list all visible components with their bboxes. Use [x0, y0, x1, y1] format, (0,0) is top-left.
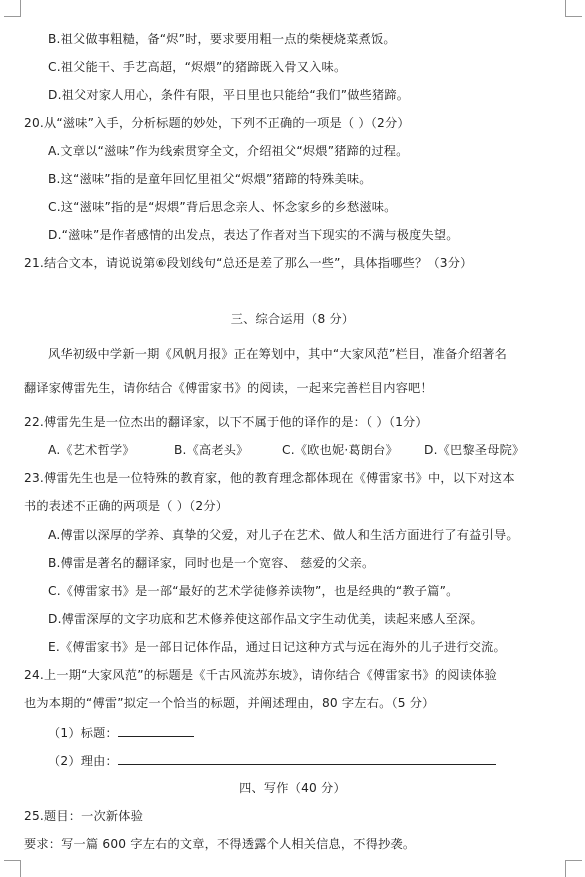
q20-option-b: B.这“滋味”指的是童年回忆里祖父“烬煨”猪蹄的特殊美味。: [48, 172, 372, 186]
q25-requirement: 要求：写一篇 600 字左右的文章，不得透露个人相关信息，不得抄袭。: [24, 837, 416, 851]
section3-intro-line2: 翻译家傅雷先生，请你结合《傅雷家书》的阅读，一起来完善栏目内容吧！: [24, 381, 433, 395]
crop-mark-bottom-right: [565, 860, 582, 877]
q23-stem-line1: 23.傅雷先生也是一位特殊的教育家，他的教育理念都体现在《傅雷家书》中，以下对这本: [24, 471, 515, 485]
section3-title: 三、综合运用（8 分）: [230, 312, 355, 326]
q24-stem-line1: 24.上一期“大家风范”的标题是《千古风流苏东坡》，请你结合《傅雷家书》的阅读体验: [24, 668, 497, 682]
q23-option-b: B.傅雷是著名的翻译家，同时也是一个宽容、 慈爱的父亲。: [48, 556, 375, 570]
q24-reason-label: （2）理由：: [48, 754, 118, 768]
q19-option-b: B.祖父做事粗糙，备“烬”时，要求要用粗一点的柴梗烧菜煮饭。: [48, 32, 396, 46]
q19-option-c: C.祖父能干、手艺高超，“烬煨”的猪蹄既入骨又入味。: [48, 60, 347, 74]
q19-option-d: D.祖父对家人用心，条件有限，平日里也只能给“我们”做些猪蹄。: [48, 88, 410, 102]
q22-option-b: B.《高老头》: [174, 443, 249, 457]
q24-stem-line2: 也为本期的“傅雷”拟定一个恰当的标题，并阐述理由，80 字左右。（5 分）: [24, 696, 435, 710]
q24-title-answer-line[interactable]: [118, 724, 194, 737]
q22-option-d: D.《巴黎圣母院》: [424, 443, 525, 457]
q24-title-label: （1）标题：: [48, 726, 118, 740]
q25-title: 25.题目：一次新体验: [24, 809, 144, 823]
q20-option-d: D.“滋味”是作者感情的出发点，表达了作者对当下现实的不满与极度失望。: [48, 228, 459, 242]
crop-mark-top-left: [4, 0, 21, 17]
q20-option-a: A.文章以“滋味”作为线索贯穿全文，介绍祖父“烬煨”猪蹄的过程。: [48, 144, 409, 158]
q22-option-a: A.《艺术哲学》: [48, 443, 135, 457]
q22-stem: 22.傅雷先生是一位杰出的翻译家，以下不属于他的译作的是：（ ）（1分）: [24, 415, 428, 429]
q24-reason-row: [48, 752, 496, 769]
crop-mark-top-right: [565, 0, 582, 17]
section4-title: 四、写作（40 分）: [239, 781, 346, 795]
q23-stem-line2: 书的表述不正确的两项是（ ）（2分）: [24, 499, 229, 513]
q23-option-a: A.傅雷以深厚的学养、真挚的父爱，对儿子在艺术、做人和生活方面进行了有益引导。: [48, 528, 519, 542]
q21-stem: 21.结合文本，请说说第⑥段划线句“总还是差了那么一些”，具体指哪些？（3分）: [24, 256, 473, 270]
q23-option-c: C.《傅雷家书》是一部“最好的艺术学徒修养读物”，也是经典的“教子篇”。: [48, 584, 459, 598]
q24-reason-answer-line[interactable]: [118, 752, 496, 765]
section3-intro-line1: 风华初级中学新一期《风帆月报》正在筹划中，其中“大家风范”栏目，准备介绍著名: [48, 347, 507, 361]
q20-stem: 20.从“滋味”入手，分析标题的妙处，下列不正确的一项是（ ）（2分）: [24, 116, 410, 130]
q20-option-c: C.这“滋味”指的是“烬煨”背后思念亲人、怀念家乡的乡愁滋味。: [48, 200, 397, 214]
crop-mark-bottom-left: [4, 860, 21, 877]
q23-option-d: D.傅雷深厚的文字功底和艺术修养使这部作品文字生动优美，读起来感人至深。: [48, 612, 483, 626]
q24-title-row: [48, 724, 194, 741]
q22-option-c: C.《欧也妮·葛朗台》: [282, 443, 398, 457]
q23-option-e: E.《傅雷家书》是一部日记体作品，通过日记这种方式与远在海外的儿子进行交流。: [48, 640, 506, 654]
